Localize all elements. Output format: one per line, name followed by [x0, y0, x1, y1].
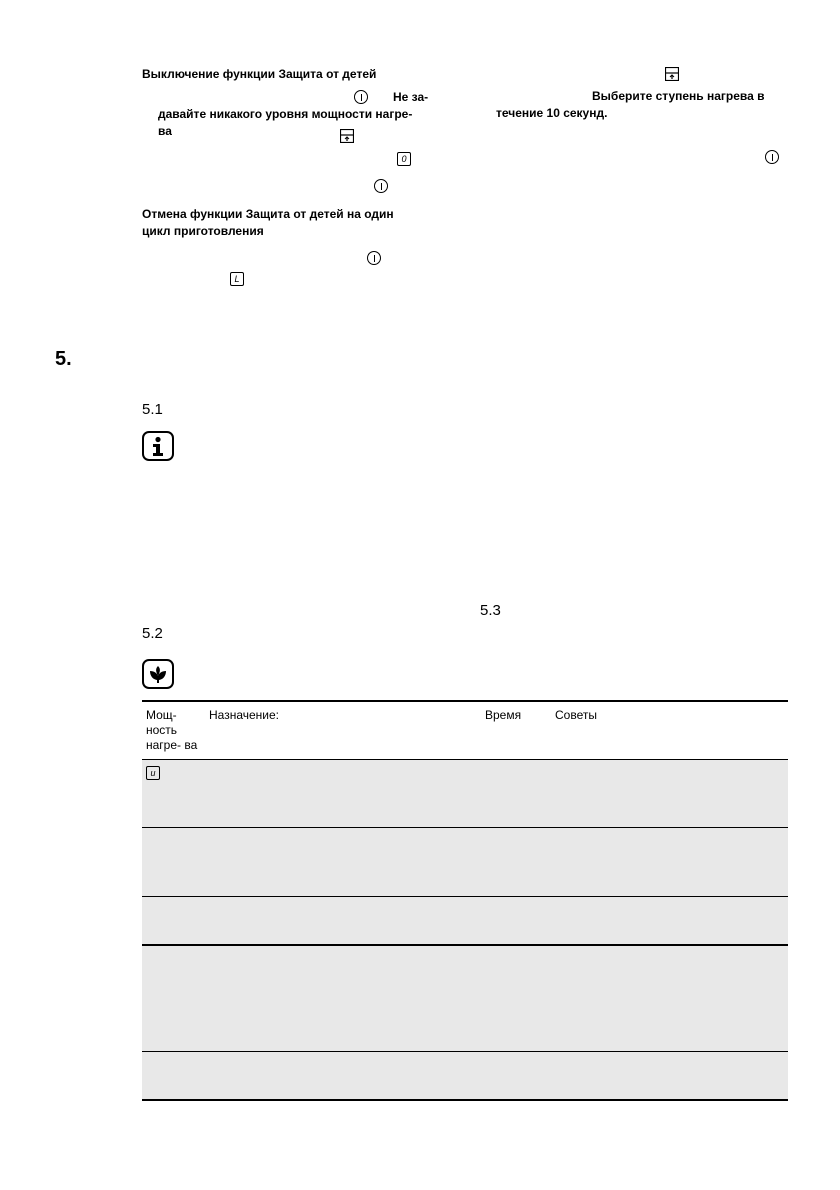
keep-warm-display-icon: u: [146, 766, 160, 780]
select-heat-b: течение 10 секунд.: [496, 106, 608, 120]
no-power-text-a: Не за-: [393, 90, 429, 104]
child-lock-off-title: Выключение функции Защита от детей: [142, 67, 377, 81]
header-tips: Советы: [555, 708, 597, 722]
override-title-b: цикл приготовления: [142, 224, 264, 238]
no-power-text-c: ва: [158, 124, 172, 138]
lock-icon: [665, 67, 679, 81]
subsection-5-1: 5.1: [142, 401, 163, 418]
table-row: [142, 828, 788, 897]
select-heat-a: Выберите ступень нагрева в: [592, 89, 765, 103]
subsection-5-3: 5.3: [480, 602, 501, 619]
power-icon: [367, 251, 381, 265]
no-power-text-b: давайте никакого уровня мощности нагре-: [158, 107, 413, 121]
zero-display-icon: 0: [397, 152, 411, 166]
power-icon: [765, 150, 779, 164]
header-power: Мощ- ность нагре- ва: [146, 708, 198, 752]
power-icon: [354, 90, 368, 104]
override-title-a: Отмена функции Защита от детей на один: [142, 207, 394, 221]
power-icon: [374, 179, 388, 193]
l-display-icon: L: [230, 272, 244, 286]
table-row: [142, 1052, 788, 1100]
header-purpose: Назначение:: [209, 708, 280, 722]
table-row: [142, 945, 788, 1052]
subsection-5-2: 5.2: [142, 625, 163, 642]
header-time: Время: [485, 708, 522, 722]
heat-settings-table: [142, 700, 788, 1101]
table-header-row: [142, 701, 788, 760]
info-icon: [142, 431, 174, 461]
table-row: [142, 760, 788, 828]
lock-icon: [340, 129, 354, 143]
eco-leaf-icon: [142, 659, 174, 689]
table-row: [142, 897, 788, 945]
section-number: 5.: [55, 348, 72, 370]
